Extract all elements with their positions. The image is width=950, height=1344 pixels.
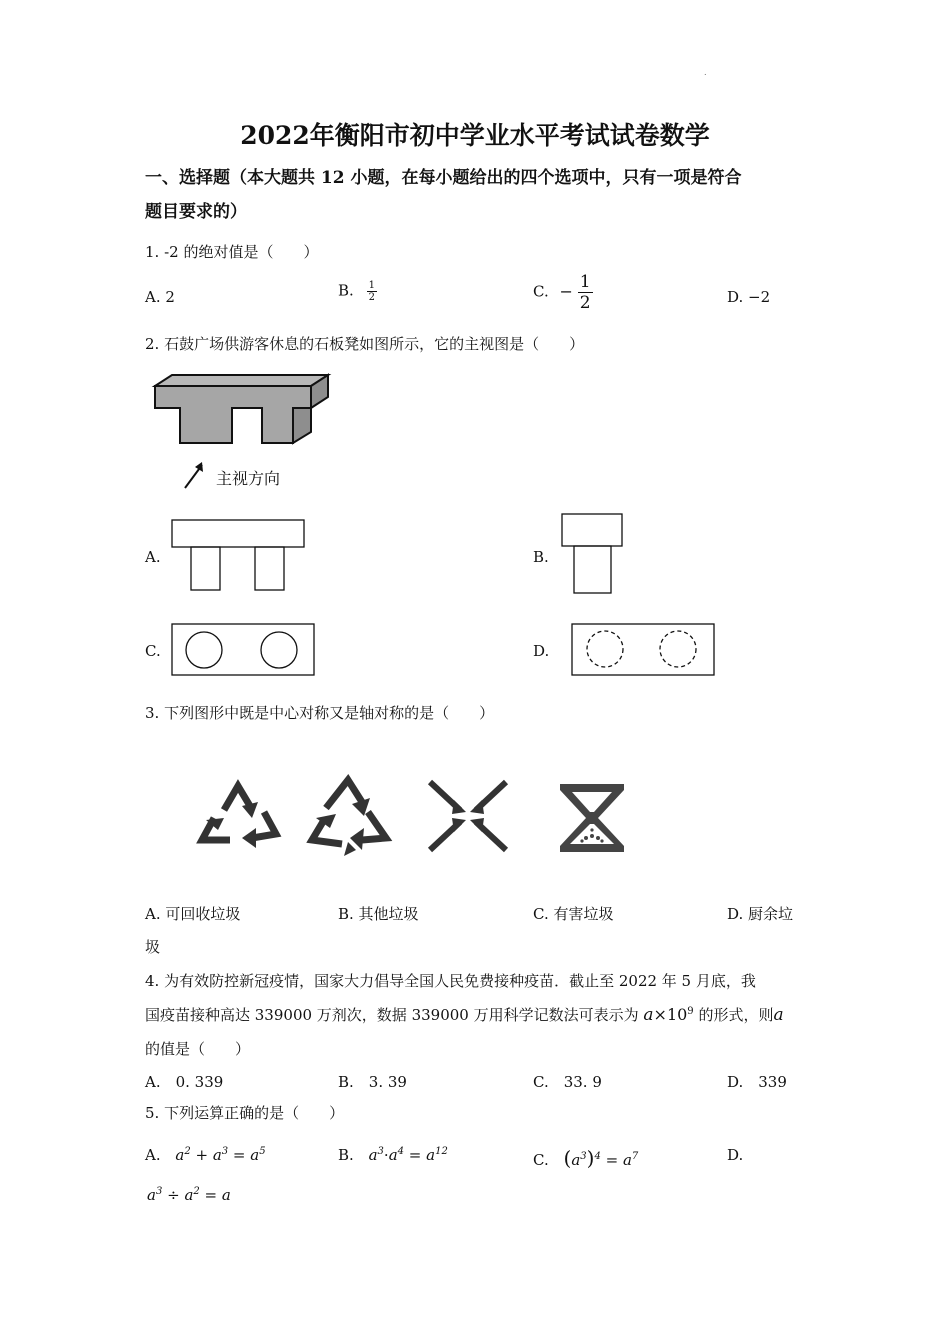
q4-var-a: a [773,1005,784,1025]
q2-option-c-figure [170,622,318,678]
q1-c-denominator: 2 [579,293,591,313]
q1-option-a: A. 2 [145,288,175,306]
q4-option-c: C. 33. 9 [533,1073,602,1091]
section-heading-line2: 题目要求的） [145,202,247,222]
q1-option-b-fraction [367,280,377,303]
hazardous-waste-icon [424,778,512,854]
q4-line2-pre: 国疫苗接种高达 339000 万剂次，数据 339000 万用科学记数法可表示为 [145,1006,639,1024]
q4-line2 [145,1004,784,1025]
q5-option-d [147,1186,231,1204]
q4-line2-post: 的形式，则 [698,1006,774,1024]
q4-math-exponent: 9 [687,1006,694,1017]
q5-option-b-label: B. [338,1146,354,1164]
q4-option-b: B. 3. 39 [338,1073,407,1091]
q5-a-expression: $a^2 + a^3 = a^5$ [175,1146,266,1164]
recycle-icon [190,768,290,853]
q5-b-expression: $a^3\cdot a^4 = a^{12}$ [368,1146,448,1164]
q2-option-a-figure [170,518,308,593]
view-direction-label: 主视方向 [216,469,281,488]
section-heading-line1: 一、选择题（本大题共 12 小题，在每小题给出的四个选项中，只有一项是符合 [145,168,742,188]
q5-c-expression: $(a^3)^4 = a^7$ [563,1146,639,1170]
q2-stem: 2. 石鼓广场供游客休息的石板凳如图所示，它的主视图是（ ） [145,335,585,353]
q1-c-sign: − [559,281,573,301]
q5-option-d-label: D. [727,1146,744,1164]
q5-option-c-label: C. [533,1151,549,1169]
page-title: 2022年衡阳市初中学业水平考试试卷数学 [240,121,710,150]
q1-option-c [533,272,593,313]
q5-option-c [533,1146,638,1170]
q5-option-a-label: A. [145,1146,161,1164]
q2-option-b-label: B. [533,548,549,566]
q2-option-a-label: A. [145,548,161,566]
q1-c-numerator: 1 [579,272,591,292]
q2-option-d-figure [570,622,718,678]
q1-option-d: D. −2 [727,288,771,306]
q4-option-a: A. 0. 339 [145,1073,224,1091]
q1-option-c-label: C. [533,282,549,301]
q3-option-d-wrap: 圾 [145,938,161,956]
q4-option-d: D. 339 [727,1073,787,1091]
q1-option-c-fraction [578,272,593,313]
q5-d-expression: $a^3 \div a^2 = a$ [147,1186,231,1204]
header-dot: . [704,68,707,77]
q3-option-b: B. 其他垃圾 [338,905,419,923]
q4-line3: 的值是（ ） [145,1040,251,1058]
q1-option-b-label: B. [338,281,354,300]
kitchen-waste-icon [556,782,628,856]
q4-math-a: a [643,1005,654,1025]
q3-option-a: A. 可回收垃圾 [145,905,241,923]
q4-line1: 4. 为有效防控新冠疫情，国家大力倡导全国人民免费接种疫苗．截止至 2022 年 5 月底，我 [145,972,756,990]
q1-option-b [338,280,377,303]
q4-math-times-ten: ×10 [653,1005,688,1024]
q2-option-b-figure [560,512,626,597]
other-waste-icon [304,768,396,858]
q1-b-numerator: 1 [368,280,375,291]
q5-stem: 5. 下列运算正确的是（ ） [145,1104,345,1122]
q2-option-d-label: D. [533,642,550,660]
q2-option-c-label: C. [145,642,161,660]
q5-option-a [145,1146,266,1164]
q1-b-denominator: 2 [368,292,375,303]
q3-option-c: C. 有害垃圾 [533,905,614,923]
q5-option-b [338,1146,448,1164]
q1-stem: 1. -2 的绝对值是（ ） [145,243,319,261]
q3-option-d: D. 厨余垃 [727,905,794,923]
q3-stem: 3. 下列图形中既是中心对称又是轴对称的是（ ） [145,704,495,722]
